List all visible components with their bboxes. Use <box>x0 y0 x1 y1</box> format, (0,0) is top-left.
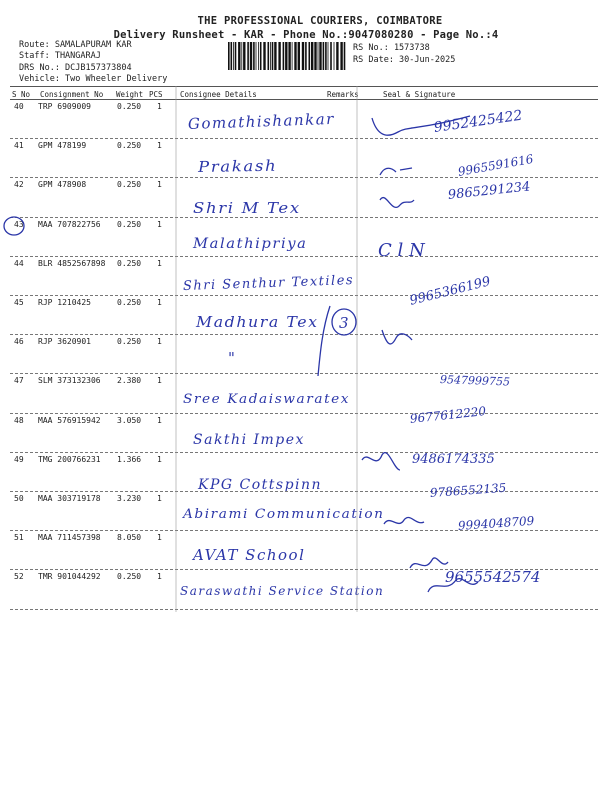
rs-number: RS No.: 1573738 <box>353 43 430 53</box>
row-sno: 52 <box>14 572 24 582</box>
row-signature-handwritten: 9865291234 <box>447 179 532 204</box>
signature-50 <box>384 517 424 524</box>
row-signature-handwritten: 9952425422 <box>432 107 524 136</box>
row-consignee-handwritten: Madhura Tex <box>196 313 319 331</box>
row-weight: 1.366 <box>117 454 142 464</box>
row-pcs: 1 <box>157 102 162 111</box>
row-sno: 40 <box>14 102 24 111</box>
row-sno: 41 <box>14 141 24 151</box>
row-weight: 2.380 <box>117 376 142 386</box>
row-weight: 3.050 <box>117 415 142 425</box>
row-consignment-no: RJP 3620901 <box>38 337 91 347</box>
circle-mark-row43 <box>4 217 24 235</box>
row-sno: 45 <box>14 298 24 307</box>
row-weight: 0.250 <box>117 219 142 229</box>
vehicle-label: Vehicle: Two Wheeler Delivery <box>19 74 168 84</box>
row-weight: 8.050 <box>117 533 142 543</box>
row-pcs: 1 <box>157 298 162 307</box>
company-name: THE PROFESSIONAL COURIERS, COIMBATORE <box>197 15 443 27</box>
row-signature-handwritten: C l N <box>378 239 425 261</box>
signature-45 <box>382 330 412 344</box>
row-consignment-no: MAA 711457398 <box>38 533 101 543</box>
signature-52 <box>428 579 478 592</box>
col-pcs: PCS <box>149 90 163 99</box>
row-pcs: 1 <box>157 337 162 347</box>
row-consignee-handwritten: Sree Kadaiswaratex <box>183 392 351 408</box>
row-weight: 0.250 <box>117 102 142 111</box>
drs-number: DRS No.: DCJB157373804 <box>19 63 132 73</box>
row-consignment-no: MAA 707822756 <box>38 219 101 229</box>
signature-40 <box>372 116 470 135</box>
row-consignment-no: GPM 478908 <box>38 180 87 190</box>
row-pcs: 1 <box>157 533 162 543</box>
row-signature-handwritten: 9994048709 <box>457 513 535 534</box>
row-consignee-handwritten: Shri M Tex <box>193 199 301 218</box>
signature-49 <box>362 453 400 470</box>
row-signature-handwritten: 9965366199 <box>408 274 493 309</box>
col-weight: Weight <box>116 90 144 99</box>
row-consignee-handwritten: Prakash <box>197 156 278 177</box>
row-pcs: 1 <box>157 141 162 151</box>
row-weight: 0.250 <box>117 141 142 151</box>
row-signature-handwritten: 9486174335 <box>412 451 495 467</box>
row-sno: 47 <box>14 376 24 386</box>
row-pcs: 1 <box>157 494 162 503</box>
row-weight: 0.250 <box>117 337 142 347</box>
row-consignee-handwritten: Shri Senthur Textiles <box>182 272 355 294</box>
col-sno: S No <box>12 90 31 99</box>
staff-label: Staff: THANGARAJ <box>19 51 101 61</box>
route-label: Route: SAMALAPURAM KAR <box>19 40 132 50</box>
signature-42 <box>380 198 414 208</box>
row-pcs: 1 <box>157 219 162 229</box>
row-sno: 48 <box>14 415 24 425</box>
row-consignee-handwritten: Sakthi Impex <box>193 431 305 448</box>
row-consignment-no: TRP 6909009 <box>38 102 91 111</box>
row-consignment-no: MAA 576915942 <box>38 415 101 425</box>
row-sno: 49 <box>14 454 24 464</box>
row-sno: 46 <box>14 337 24 347</box>
row-consignee-handwritten: Malathipriya <box>193 235 308 252</box>
row-consignee-handwritten: " <box>228 349 237 368</box>
row-sno: 43 <box>14 219 24 229</box>
col-remarks: Remarks <box>327 90 359 99</box>
row-consignment-no: SLM 373132306 <box>38 376 101 386</box>
row-consignment-no: RJP 1210425 <box>38 298 91 307</box>
col-consignment: Consignment No <box>40 90 104 99</box>
row-weight: 3.230 <box>117 494 142 503</box>
row-signature-handwritten: 9655542574 <box>445 568 541 587</box>
row-consignment-no: BLR 4852567898 <box>38 258 106 268</box>
col-consignee: Consignee Details <box>180 90 257 99</box>
runsheet-title: Delivery Runsheet - KAR - Phone No.:9047080280 - Page No.:4 <box>113 29 499 41</box>
row-consignment-no: TMG 200766231 <box>38 454 101 464</box>
row-pcs: 1 <box>157 415 162 425</box>
signature-41 <box>380 168 412 175</box>
row-signature-handwritten: 9965591616 <box>456 152 535 180</box>
row-consignment-no: GPM 478199 <box>38 141 87 151</box>
row-pcs: 1 <box>157 180 162 190</box>
row-signature-handwritten: 9786552135 <box>429 480 507 500</box>
row-pcs: 1 <box>157 454 162 464</box>
row-sno: 42 <box>14 180 24 190</box>
row-pcs: 1 <box>157 376 162 386</box>
signature-51 <box>410 558 448 568</box>
row-weight: 0.250 <box>117 180 142 190</box>
row-sno: 50 <box>14 494 24 503</box>
bracket-mark <box>318 306 330 376</box>
row-consignee-handwritten: AVAT School <box>193 546 306 565</box>
row-consignee-handwritten: KPG Cottspinn <box>198 476 323 493</box>
row-signature-handwritten: 9677612220 <box>409 403 487 426</box>
row-pcs: 1 <box>157 572 162 582</box>
col-seal-signature: Seal & Signature <box>383 90 456 99</box>
row-sno: 44 <box>14 258 24 268</box>
row-consignment-no: TMR 901044292 <box>38 572 101 582</box>
row-pcs: 1 <box>157 258 162 268</box>
row-weight: 0.250 <box>117 298 142 307</box>
circled-number-text: 3 <box>339 314 349 332</box>
row-weight: 0.250 <box>117 258 142 268</box>
row-consignee-handwritten: Saraswathi Service Station <box>180 584 385 599</box>
row-consignee-handwritten: Abirami Communication <box>183 507 385 522</box>
row-weight: 0.250 <box>117 572 142 582</box>
row-sno: 51 <box>14 533 24 543</box>
row-consignee-handwritten: Gomathishankar <box>187 109 336 133</box>
row-signature-handwritten: 9547999755 <box>439 373 511 389</box>
rs-date: RS Date: 30-Jun-2025 <box>353 55 456 65</box>
row-consignment-no: MAA 303719178 <box>38 494 101 503</box>
